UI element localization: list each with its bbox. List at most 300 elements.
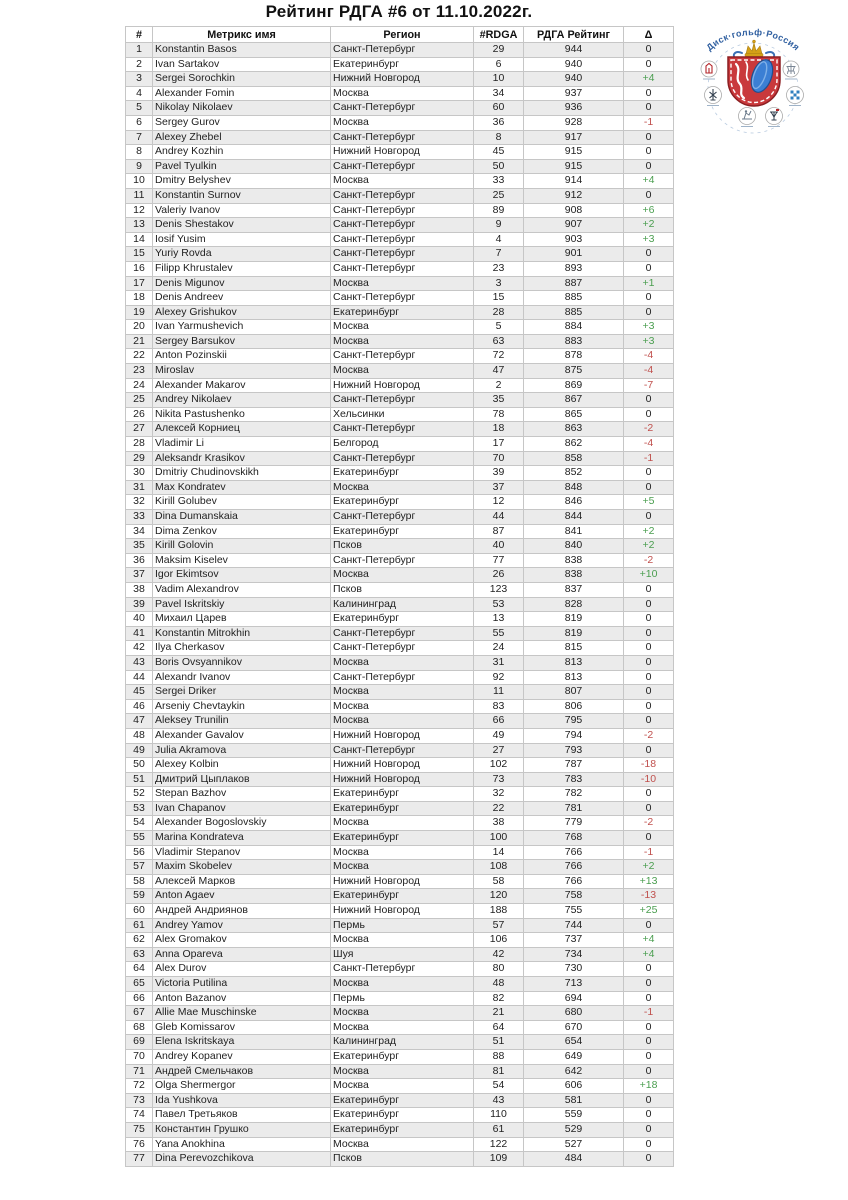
rank-cell: 34 — [126, 524, 153, 539]
rating-cell: 937 — [524, 86, 624, 101]
table-row — [126, 904, 674, 919]
rdga-number-cell: 108 — [474, 860, 524, 875]
rank-cell: 54 — [126, 816, 153, 831]
rdga-number-cell: 10 — [474, 72, 524, 87]
table-row — [126, 1152, 674, 1167]
name-cell: Kirill Golovin — [153, 539, 331, 554]
table-row — [126, 334, 674, 349]
rating-cell: 840 — [524, 539, 624, 554]
rating-cell: 887 — [524, 276, 624, 291]
delta-cell: 0 — [624, 670, 674, 685]
rdga-number-cell: 54 — [474, 1079, 524, 1094]
name-cell: Alexey Grishukov — [153, 305, 331, 320]
rating-cell: 863 — [524, 422, 624, 437]
delta-cell: +10 — [624, 568, 674, 583]
rating-cell: 885 — [524, 291, 624, 306]
rank-cell: 25 — [126, 393, 153, 408]
rank-cell: 14 — [126, 232, 153, 247]
rdga-number-cell: 51 — [474, 1035, 524, 1050]
region-cell: Москва — [331, 685, 474, 700]
table-row — [126, 57, 674, 72]
table-row — [126, 43, 674, 58]
table-row — [126, 1064, 674, 1079]
delta-cell: 0 — [624, 1049, 674, 1064]
rank-cell: 36 — [126, 553, 153, 568]
rank-cell: 65 — [126, 977, 153, 992]
rank-cell: 55 — [126, 831, 153, 846]
region-cell: Калининград — [331, 597, 474, 612]
rating-cell: 813 — [524, 655, 624, 670]
name-cell: Anna Opareva — [153, 947, 331, 962]
rank-cell: 4 — [126, 86, 153, 101]
region-cell: Екатеринбург — [331, 524, 474, 539]
table-row — [126, 261, 674, 276]
delta-cell: -2 — [624, 553, 674, 568]
rating-cell: 793 — [524, 743, 624, 758]
rating-cell: 893 — [524, 261, 624, 276]
rdga-number-cell: 38 — [474, 816, 524, 831]
table-row — [126, 933, 674, 948]
rdga-number-cell: 50 — [474, 159, 524, 174]
region-cell: Санкт-Петербург — [331, 349, 474, 364]
delta-cell: -4 — [624, 364, 674, 379]
name-cell: Nikita Pastushenko — [153, 407, 331, 422]
table-row — [126, 743, 674, 758]
rank-cell: 6 — [126, 115, 153, 130]
name-cell: Kirill Golubev — [153, 495, 331, 510]
rating-cell: 768 — [524, 831, 624, 846]
name-cell: Ida Yushkova — [153, 1093, 331, 1108]
delta-cell: 0 — [624, 101, 674, 116]
table-row — [126, 1108, 674, 1123]
rdga-number-cell: 120 — [474, 889, 524, 904]
rdga-number-cell: 8 — [474, 130, 524, 145]
rank-cell: 64 — [126, 962, 153, 977]
rank-cell: 23 — [126, 364, 153, 379]
delta-cell: 0 — [624, 787, 674, 802]
region-cell: Москва — [331, 845, 474, 860]
rating-cell: 766 — [524, 860, 624, 875]
name-cell: Aleksandr Krasikov — [153, 451, 331, 466]
table-row — [126, 977, 674, 992]
name-cell: Boris Ovsyannikov — [153, 655, 331, 670]
table-row — [126, 203, 674, 218]
region-cell: Москва — [331, 655, 474, 670]
delta-cell: 0 — [624, 1020, 674, 1035]
delta-cell: 0 — [624, 130, 674, 145]
rating-cell: 781 — [524, 801, 624, 816]
table-row — [126, 1093, 674, 1108]
name-cell: Pavel Iskritskiy — [153, 597, 331, 612]
name-cell: Konstantin Surnov — [153, 188, 331, 203]
name-cell: Denis Shestakov — [153, 218, 331, 233]
table-row — [126, 510, 674, 525]
region-cell: Санкт-Петербург — [331, 641, 474, 656]
rdga-number-cell: 42 — [474, 947, 524, 962]
rank-cell: 49 — [126, 743, 153, 758]
rank-cell: 17 — [126, 276, 153, 291]
table-row — [126, 218, 674, 233]
name-cell: Sergey Gurov — [153, 115, 331, 130]
rating-table — [125, 26, 674, 1167]
table-row — [126, 495, 674, 510]
rating-cell: 907 — [524, 218, 624, 233]
rating-cell: 844 — [524, 510, 624, 525]
rating-cell: 779 — [524, 816, 624, 831]
rdga-number-cell: 55 — [474, 626, 524, 641]
region-cell: Москва — [331, 1006, 474, 1021]
rdga-number-cell: 14 — [474, 845, 524, 860]
rdga-number-cell: 80 — [474, 962, 524, 977]
name-cell: Konstantin Basos — [153, 43, 331, 58]
rating-cell: 559 — [524, 1108, 624, 1123]
rank-cell: 30 — [126, 466, 153, 481]
table-row — [126, 874, 674, 889]
name-cell: Filipp Khrustalev — [153, 261, 331, 276]
rating-cell: 848 — [524, 480, 624, 495]
rank-cell: 8 — [126, 145, 153, 160]
region-cell: Санкт-Петербург — [331, 962, 474, 977]
rank-cell: 16 — [126, 261, 153, 276]
rating-cell: 755 — [524, 904, 624, 919]
table-row — [126, 670, 674, 685]
rating-cell: 782 — [524, 787, 624, 802]
delta-cell: 0 — [624, 626, 674, 641]
name-cell: Dmitriy Chudinovskikh — [153, 466, 331, 481]
name-cell: Alexey Zhebel — [153, 130, 331, 145]
rdga-number-cell: 17 — [474, 437, 524, 452]
rank-cell: 75 — [126, 1122, 153, 1137]
name-cell: Андрей Смельчаков — [153, 1064, 331, 1079]
rdga-number-cell: 47 — [474, 364, 524, 379]
table-row — [126, 1006, 674, 1021]
region-cell: Санкт-Петербург — [331, 743, 474, 758]
rdga-number-cell: 34 — [474, 86, 524, 101]
delta-cell: 0 — [624, 801, 674, 816]
rating-cell: 807 — [524, 685, 624, 700]
rank-cell: 62 — [126, 933, 153, 948]
rank-cell: 70 — [126, 1049, 153, 1064]
name-cell: Павел Третьяков — [153, 1108, 331, 1123]
name-cell: Ilya Cherkasov — [153, 641, 331, 656]
rdga-number-cell: 23 — [474, 261, 524, 276]
region-cell: Шуя — [331, 947, 474, 962]
name-cell: Alexander Gavalov — [153, 728, 331, 743]
delta-cell: 0 — [624, 1108, 674, 1123]
delta-cell: +4 — [624, 947, 674, 962]
rdga-number-cell: 100 — [474, 831, 524, 846]
delta-cell: 0 — [624, 991, 674, 1006]
rating-cell: 794 — [524, 728, 624, 743]
delta-cell: 0 — [624, 247, 674, 262]
rating-cell: 862 — [524, 437, 624, 452]
table-row — [126, 72, 674, 87]
delta-cell: +1 — [624, 276, 674, 291]
rank-cell: 74 — [126, 1108, 153, 1123]
rdga-number-cell: 11 — [474, 685, 524, 700]
rating-cell: 940 — [524, 57, 624, 72]
name-cell: Anton Agaev — [153, 889, 331, 904]
rdga-number-cell: 4 — [474, 232, 524, 247]
rdga-number-cell: 43 — [474, 1093, 524, 1108]
rank-cell: 60 — [126, 904, 153, 919]
region-cell: Санкт-Петербург — [331, 393, 474, 408]
rank-cell: 29 — [126, 451, 153, 466]
region-cell: Москва — [331, 568, 474, 583]
table-row — [126, 524, 674, 539]
name-cell: Dmitry Belyshev — [153, 174, 331, 189]
rating-cell: 642 — [524, 1064, 624, 1079]
col-header-rank: # — [126, 27, 153, 43]
delta-cell: 0 — [624, 407, 674, 422]
rank-cell: 63 — [126, 947, 153, 962]
rank-cell: 11 — [126, 188, 153, 203]
table-row — [126, 553, 674, 568]
table-row — [126, 685, 674, 700]
rating-cell: 819 — [524, 626, 624, 641]
rank-cell: 48 — [126, 728, 153, 743]
rdga-number-cell: 83 — [474, 699, 524, 714]
region-cell: Калининград — [331, 1035, 474, 1050]
rdga-number-cell: 36 — [474, 115, 524, 130]
name-cell: Konstantin Mitrokhin — [153, 626, 331, 641]
region-cell: Санкт-Петербург — [331, 261, 474, 276]
region-cell: Екатеринбург — [331, 57, 474, 72]
delta-cell: -2 — [624, 816, 674, 831]
rank-cell: 24 — [126, 378, 153, 393]
name-cell: Alexey Kolbin — [153, 758, 331, 773]
name-cell: Vladimir Stepanov — [153, 845, 331, 860]
rdga-number-cell: 78 — [474, 407, 524, 422]
rdga-number-cell: 64 — [474, 1020, 524, 1035]
name-cell: Miroslav — [153, 364, 331, 379]
rdga-number-cell: 26 — [474, 568, 524, 583]
table-row — [126, 1049, 674, 1064]
table-row — [126, 1137, 674, 1152]
table-row — [126, 816, 674, 831]
delta-cell: 0 — [624, 1064, 674, 1079]
rdga-number-cell: 31 — [474, 655, 524, 670]
delta-cell: 0 — [624, 699, 674, 714]
delta-cell: -1 — [624, 845, 674, 860]
rating-cell: 914 — [524, 174, 624, 189]
table-row — [126, 145, 674, 160]
rdga-number-cell: 33 — [474, 174, 524, 189]
region-cell: Санкт-Петербург — [331, 553, 474, 568]
col-header-region: Регион — [331, 27, 474, 43]
delta-cell: +3 — [624, 334, 674, 349]
delta-cell: 0 — [624, 261, 674, 276]
delta-cell: -1 — [624, 115, 674, 130]
rank-cell: 9 — [126, 159, 153, 174]
rating-cell: 694 — [524, 991, 624, 1006]
rdga-number-cell: 37 — [474, 480, 524, 495]
rank-cell: 37 — [126, 568, 153, 583]
name-cell: Pavel Tyulkin — [153, 159, 331, 174]
region-cell: Санкт-Петербург — [331, 203, 474, 218]
table-row — [126, 305, 674, 320]
delta-cell: +18 — [624, 1079, 674, 1094]
delta-cell: +5 — [624, 495, 674, 510]
rdga-number-cell: 109 — [474, 1152, 524, 1167]
delta-cell: 0 — [624, 86, 674, 101]
delta-cell: 0 — [624, 612, 674, 627]
rdga-logo — [690, 28, 814, 150]
rank-cell: 7 — [126, 130, 153, 145]
region-cell: Нижний Новгород — [331, 728, 474, 743]
rank-cell: 59 — [126, 889, 153, 904]
rdga-number-cell: 45 — [474, 145, 524, 160]
delta-cell: 0 — [624, 43, 674, 58]
col-header-rating: РДГА Рейтинг — [524, 27, 624, 43]
region-cell: Санкт-Петербург — [331, 43, 474, 58]
rdga-number-cell: 87 — [474, 524, 524, 539]
name-cell: Vladimir Li — [153, 437, 331, 452]
name-cell: Алексей Марков — [153, 874, 331, 889]
table-row — [126, 115, 674, 130]
name-cell: Андрей Андриянов — [153, 904, 331, 919]
region-cell: Белгород — [331, 437, 474, 452]
rdga-number-cell: 18 — [474, 422, 524, 437]
rating-cell: 649 — [524, 1049, 624, 1064]
region-cell: Екатеринбург — [331, 305, 474, 320]
rating-cell: 838 — [524, 568, 624, 583]
name-cell: Sergey Barsukov — [153, 334, 331, 349]
region-cell: Москва — [331, 714, 474, 729]
region-cell: Пермь — [331, 918, 474, 933]
table-row — [126, 568, 674, 583]
rdga-number-cell: 29 — [474, 43, 524, 58]
region-cell: Екатеринбург — [331, 1122, 474, 1137]
delta-cell: +4 — [624, 72, 674, 87]
delta-cell: +2 — [624, 218, 674, 233]
logo-arc-text: Диск·гольф·Россия — [704, 28, 802, 53]
rank-cell: 47 — [126, 714, 153, 729]
table-row — [126, 787, 674, 802]
rdga-number-cell: 3 — [474, 276, 524, 291]
rating-cell: 819 — [524, 612, 624, 627]
name-cell: Julia Akramova — [153, 743, 331, 758]
rank-cell: 45 — [126, 685, 153, 700]
table-row — [126, 188, 674, 203]
rank-cell: 66 — [126, 991, 153, 1006]
delta-cell: -13 — [624, 889, 674, 904]
rdga-number-cell: 102 — [474, 758, 524, 773]
rating-cell: 838 — [524, 553, 624, 568]
delta-cell: -7 — [624, 378, 674, 393]
region-cell: Екатеринбург — [331, 495, 474, 510]
rank-cell: 42 — [126, 641, 153, 656]
rank-cell: 38 — [126, 582, 153, 597]
delta-cell: 0 — [624, 305, 674, 320]
rating-cell: 908 — [524, 203, 624, 218]
rank-cell: 43 — [126, 655, 153, 670]
name-cell: Dina Dumanskaia — [153, 510, 331, 525]
table-row — [126, 276, 674, 291]
delta-cell: 0 — [624, 57, 674, 72]
name-cell: Alex Durov — [153, 962, 331, 977]
table-row — [126, 860, 674, 875]
region-cell: Москва — [331, 977, 474, 992]
rank-cell: 76 — [126, 1137, 153, 1152]
region-cell: Санкт-Петербург — [331, 130, 474, 145]
rating-cell: 883 — [524, 334, 624, 349]
delta-cell: 0 — [624, 1152, 674, 1167]
rdga-number-cell: 123 — [474, 582, 524, 597]
region-cell: Нижний Новгород — [331, 758, 474, 773]
table-row — [126, 232, 674, 247]
rank-cell: 39 — [126, 597, 153, 612]
delta-cell: -1 — [624, 1006, 674, 1021]
region-cell: Псков — [331, 539, 474, 554]
rank-cell: 57 — [126, 860, 153, 875]
table-row — [126, 845, 674, 860]
rdga-number-cell: 40 — [474, 539, 524, 554]
delta-cell: +4 — [624, 933, 674, 948]
region-cell: Москва — [331, 276, 474, 291]
region-cell: Санкт-Петербург — [331, 159, 474, 174]
rdga-number-cell: 21 — [474, 1006, 524, 1021]
delta-cell: -2 — [624, 728, 674, 743]
table-row — [126, 728, 674, 743]
rdga-number-cell: 73 — [474, 772, 524, 787]
name-cell: Alex Gromakov — [153, 933, 331, 948]
rating-cell: 806 — [524, 699, 624, 714]
region-cell: Нижний Новгород — [331, 772, 474, 787]
delta-cell: -18 — [624, 758, 674, 773]
delta-cell: -4 — [624, 349, 674, 364]
rdga-number-cell: 7 — [474, 247, 524, 262]
rank-cell: 28 — [126, 437, 153, 452]
rating-cell: 787 — [524, 758, 624, 773]
name-cell: Yuriy Rovda — [153, 247, 331, 262]
region-cell: Санкт-Петербург — [331, 218, 474, 233]
page-title: Рейтинг РДГА #6 от 11.10.2022г. — [265, 2, 533, 21]
region-cell: Екатеринбург — [331, 466, 474, 481]
rdga-number-cell: 77 — [474, 553, 524, 568]
rating-cell: 828 — [524, 597, 624, 612]
rank-cell: 18 — [126, 291, 153, 306]
name-cell: Igor Ekimtsov — [153, 568, 331, 583]
col-header-delta: Δ — [624, 27, 674, 43]
rdga-number-cell: 28 — [474, 305, 524, 320]
delta-cell: 0 — [624, 291, 674, 306]
table-row — [126, 801, 674, 816]
rdga-number-cell: 5 — [474, 320, 524, 335]
table-row — [126, 466, 674, 481]
rdga-number-cell: 35 — [474, 393, 524, 408]
rating-cell: 912 — [524, 188, 624, 203]
table-row — [126, 699, 674, 714]
rdga-number-cell: 66 — [474, 714, 524, 729]
rating-cell: 529 — [524, 1122, 624, 1137]
table-row — [126, 947, 674, 962]
rank-cell: 3 — [126, 72, 153, 87]
rdga-number-cell: 58 — [474, 874, 524, 889]
rdga-number-cell: 27 — [474, 743, 524, 758]
delta-cell: 0 — [624, 685, 674, 700]
rank-cell: 35 — [126, 539, 153, 554]
rating-cell: 917 — [524, 130, 624, 145]
rating-cell: 795 — [524, 714, 624, 729]
rdga-number-cell: 110 — [474, 1108, 524, 1123]
rank-cell: 58 — [126, 874, 153, 889]
delta-cell: 0 — [624, 743, 674, 758]
region-cell: Санкт-Петербург — [331, 291, 474, 306]
delta-cell: 0 — [624, 714, 674, 729]
table-row — [126, 437, 674, 452]
table-row — [126, 364, 674, 379]
